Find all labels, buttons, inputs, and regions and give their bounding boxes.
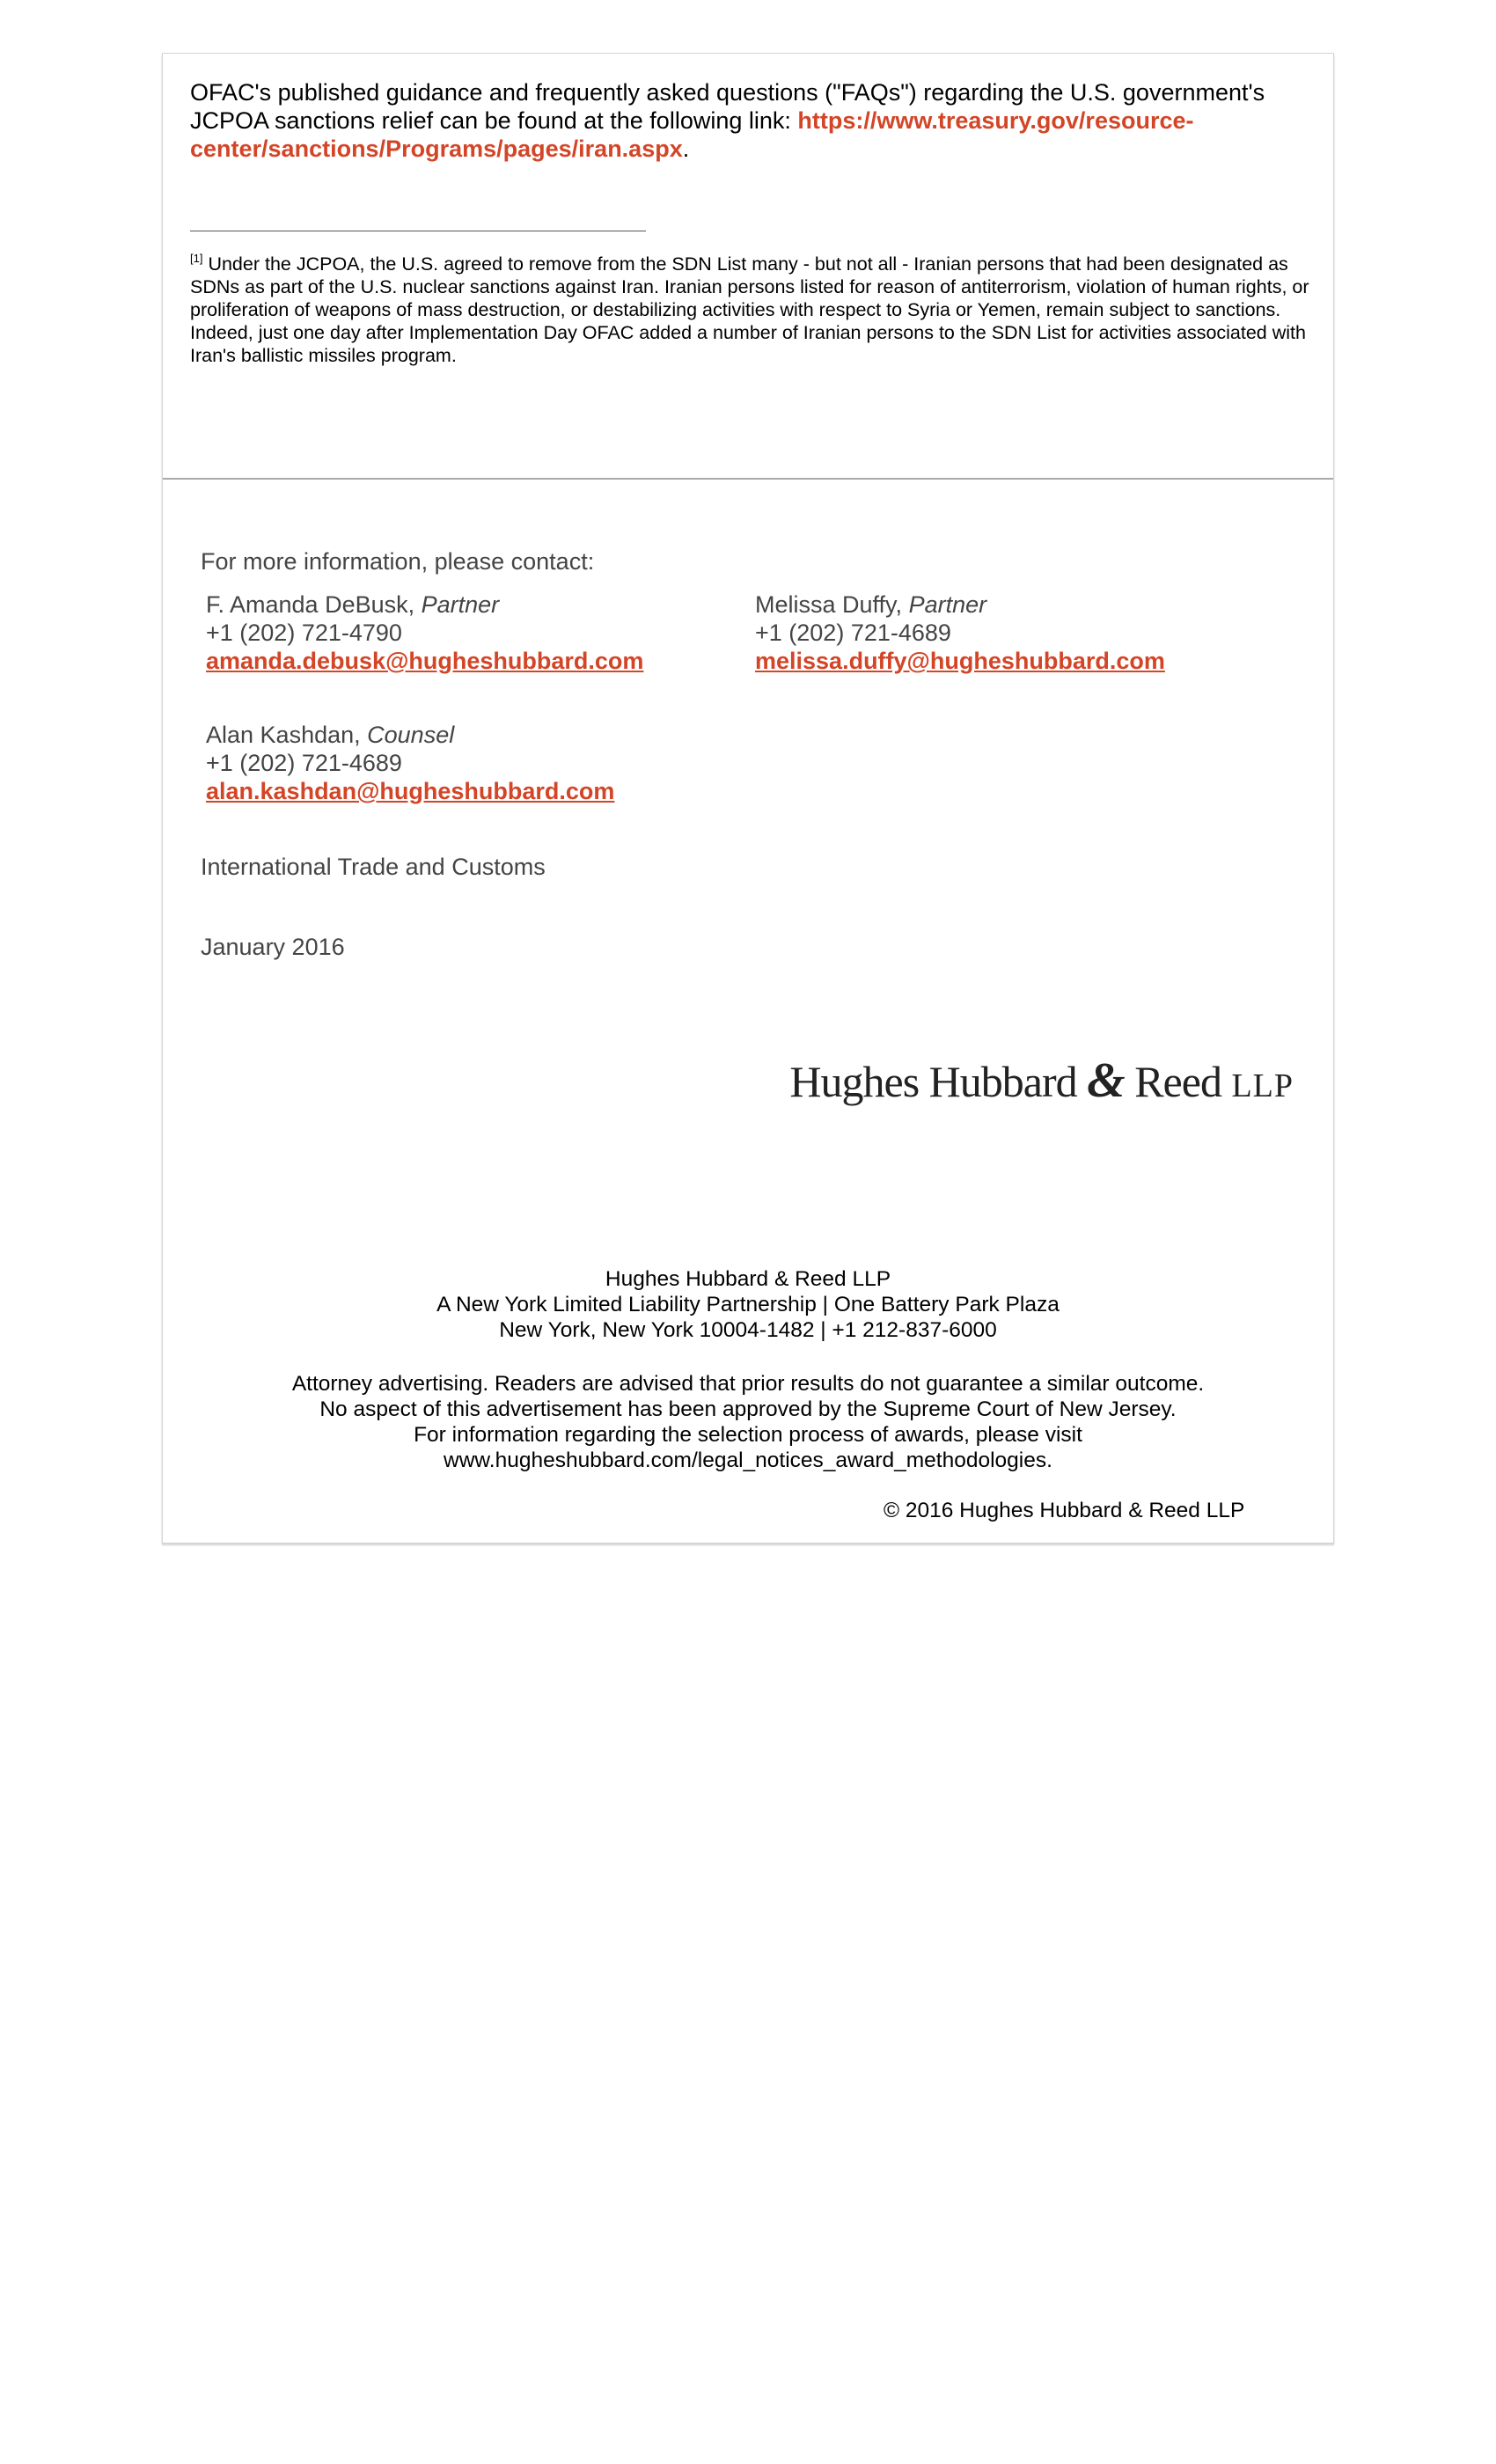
footnote: [190, 253, 1312, 367]
contact-phone: +1 (202) 721-4790: [206, 620, 402, 646]
contact-role: Partner: [908, 591, 987, 618]
publication-date: January 2016: [201, 934, 345, 960]
article-tail-section: [163, 54, 1333, 480]
disclaimer-line-1: Attorney advertising. Readers are advised that prior results do not guarantee a similar outcome.: [291, 1372, 1205, 1396]
contact-heading: For more information, please contact:: [201, 548, 595, 575]
logo-ampersand: &: [1087, 1053, 1125, 1108]
contact-phone: +1 (202) 721-4689: [755, 620, 951, 646]
firm-address-block: [163, 1266, 1333, 1343]
contact-name: Alan Kashdan,: [206, 722, 368, 748]
logo-suffix: LLP: [1231, 1067, 1294, 1104]
disclaimer-line-3: For information regarding the selection process of awards, please visit: [414, 1423, 1082, 1447]
contact-name: Melissa Duffy,: [755, 591, 909, 618]
intro-text: OFAC's published guidance and frequently asked questions ("FAQs") regarding the U.S. government's JCPOA sanctions relief can be found at the following link:: [190, 79, 1265, 134]
disclaimer-line-4: www.hugheshubbard.com/legal_notices_award_methodologies.: [444, 1448, 1052, 1472]
contact-role: Counsel: [367, 722, 455, 748]
copyright-notice: © 2016 Hughes Hubbard & Reed LLP: [884, 1499, 1245, 1522]
intro-trailing: .: [682, 136, 690, 162]
contact-card-duffy: [755, 590, 1165, 675]
contact-name-line: [206, 721, 614, 749]
contact-phone: +1 (202) 721-4689: [206, 750, 402, 776]
newsletter-frame: [162, 53, 1334, 1544]
practice-area: International Trade and Customs: [201, 854, 546, 880]
address-line-2: A New York Limited Liability Partnership | One Battery Park Plaza: [436, 1293, 1060, 1316]
footnote-marker[interactable]: [1]: [190, 252, 203, 265]
firm-logo: [783, 1052, 1294, 1109]
contact-name-line: [755, 590, 1165, 619]
address-line-1: Hughes Hubbard & Reed LLP: [605, 1267, 891, 1291]
logo-name-2: Reed: [1124, 1057, 1232, 1106]
contact-name: F. Amanda DeBusk,: [206, 591, 422, 618]
contact-email-link[interactable]: melissa.duffy@hugheshubbard.com: [755, 648, 1165, 674]
contact-card-kashdan: [206, 721, 614, 805]
ofac-guidance-paragraph: [190, 78, 1308, 163]
logo-name: Hughes Hubbard: [789, 1057, 1088, 1106]
address-line-3: New York, New York 10004-1482 | +1 212-837-6000: [499, 1318, 997, 1342]
treasury-link[interactable]: https://www.treasury.gov/resource-center/sanctions/Programs/pages/iran.aspx: [190, 107, 1194, 162]
footnote-text: Under the JCPOA, the U.S. agreed to remove from the SDN List many - but not all - Iranian persons that had been designated as SDNs as part of the U.S. nuclear sanctions against Iran. Iranian persons listed for reason of antiterrorism, violation of human rights, or proliferation of weapons of mass destruction, or destabilizing activities with respect to Syria or Yemen, remain subject to sanctions. Indeed, just one day after Implementation Day OFAC added a number of Iranian persons to the SDN List for activities associated with Iran's ballistic missiles program.: [190, 253, 1309, 366]
disclaimer-line-2: No aspect of this advertisement has been approved by the Supreme Court of New Jersey.: [319, 1397, 1177, 1421]
contact-email-link[interactable]: alan.kashdan@hugheshubbard.com: [206, 778, 615, 804]
contact-name-line: [206, 590, 643, 619]
contact-role: Partner: [421, 591, 500, 618]
contact-email-link[interactable]: amanda.debusk@hugheshubbard.com: [206, 648, 644, 674]
attorney-advertising-disclaimer: [163, 1371, 1333, 1473]
contact-card-debusk: [206, 590, 643, 675]
